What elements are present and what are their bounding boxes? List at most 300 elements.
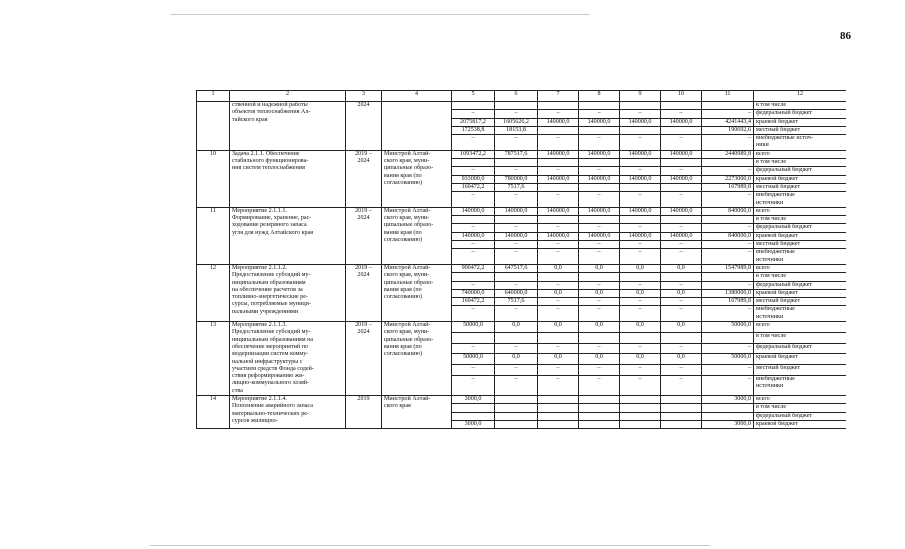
funding-source-cell: внебюджетные источники (754, 375, 847, 395)
amount-cell: – (452, 343, 495, 354)
amount-cell (702, 102, 754, 110)
amount-cell: – (661, 167, 702, 175)
funding-source-cell: федеральный бюджет (754, 412, 847, 420)
amount-cell: 160472,2 (452, 183, 495, 191)
row-number-cell: 13 (197, 322, 230, 396)
amount-cell: 140000,0 (661, 207, 702, 215)
amount-cell (661, 273, 702, 281)
amount-cell (538, 126, 579, 134)
amount-cell (620, 159, 661, 167)
amount-cell: – (495, 110, 538, 118)
amount-cell (452, 216, 495, 224)
amount-cell: 0,0 (661, 289, 702, 297)
amount-cell (538, 273, 579, 281)
amount-cell (579, 404, 620, 412)
amount-cell (538, 332, 579, 343)
amount-cell: – (452, 167, 495, 175)
amount-cell: – (538, 224, 579, 232)
funding-source-cell: местный бюджет (754, 241, 847, 249)
amount-cell: 140000,0 (452, 207, 495, 215)
amount-cell: 0,0 (620, 354, 661, 365)
page-number: 86 (840, 30, 851, 42)
amount-cell: – (702, 192, 754, 208)
amount-cell: 0,0 (538, 322, 579, 333)
amount-cell: – (620, 192, 661, 208)
amount-cell: – (579, 375, 620, 395)
amount-cell: 140000,0 (538, 232, 579, 240)
funding-source-cell: в том числе (754, 332, 847, 343)
amount-cell: – (495, 249, 538, 265)
amount-cell: – (620, 241, 661, 249)
amount-cell: – (661, 192, 702, 208)
amount-cell (452, 332, 495, 343)
amount-cell: 140000,0 (579, 118, 620, 126)
amount-cell: – (452, 192, 495, 208)
amount-cell: 787517,6 (495, 150, 538, 158)
amount-cell: – (702, 365, 754, 376)
amount-cell: – (538, 135, 579, 151)
amount-cell (661, 332, 702, 343)
amount-cell: – (452, 224, 495, 232)
row-number-cell: 12 (197, 264, 230, 321)
amount-cell: 172538,8 (452, 126, 495, 134)
amount-cell: – (495, 135, 538, 151)
funding-source-cell: всего (754, 264, 847, 272)
amount-cell: – (579, 281, 620, 289)
amount-cell (579, 332, 620, 343)
amount-cell: – (702, 306, 754, 322)
funding-source-cell: всего (754, 207, 847, 215)
amount-cell (538, 216, 579, 224)
amount-cell: 7517,6 (495, 183, 538, 191)
amount-cell (661, 159, 702, 167)
amount-cell: – (702, 135, 754, 151)
amount-cell: – (452, 375, 495, 395)
amount-cell (661, 395, 702, 403)
table-row (197, 395, 847, 403)
amount-cell: – (579, 224, 620, 232)
amount-cell: – (620, 281, 661, 289)
amount-cell: 840000,0 (702, 232, 754, 240)
funding-source-cell: в том числе (754, 216, 847, 224)
amount-cell (620, 412, 661, 420)
table-row (197, 264, 847, 272)
amount-cell: 18153,8 (495, 126, 538, 134)
executor-cell: Минстрой Алтай- ского края, муни- ципальные образо- вания края (по согласованию) (382, 264, 452, 321)
funding-source-cell: федеральный бюджет (754, 281, 847, 289)
header-cell: 10 (661, 91, 702, 102)
period-cell: 2019 – 2024 (346, 150, 382, 207)
header-cell: 9 (620, 91, 661, 102)
amount-cell (579, 126, 620, 134)
row-number-cell: 14 (197, 395, 230, 428)
amount-cell: 900472,2 (452, 264, 495, 272)
amount-cell: – (661, 298, 702, 306)
amount-cell (620, 420, 661, 428)
amount-cell: 140000,0 (538, 150, 579, 158)
funding-source-cell: внебюджетные источники (754, 249, 847, 265)
amount-cell (620, 395, 661, 403)
row-number-cell: 10 (197, 150, 230, 207)
amount-cell (495, 273, 538, 281)
amount-cell (495, 404, 538, 412)
amount-cell (620, 216, 661, 224)
header-cell: 2 (230, 91, 346, 102)
amount-cell (495, 159, 538, 167)
amount-cell: 140000,0 (661, 118, 702, 126)
amount-cell: – (702, 249, 754, 265)
funding-source-cell: федеральный бюджет (754, 167, 847, 175)
activity-name-cell: Мероприятие 2.1.1.2. Предоставление субсидий му- ниципальным образованиям на обеспечение расчетов за топливно-энергетические ре- сурсы, потребляемые муници- пальными учреждениями (230, 264, 346, 321)
amount-cell: – (702, 241, 754, 249)
amount-cell: – (620, 306, 661, 322)
amount-cell: – (495, 343, 538, 354)
amount-cell: 0,0 (495, 354, 538, 365)
amount-cell: – (452, 249, 495, 265)
amount-cell: – (538, 110, 579, 118)
amount-cell: 1605626,2 (495, 118, 538, 126)
executor-cell: Минстрой Алтай- ского края (382, 395, 452, 428)
amount-cell: 0,0 (538, 289, 579, 297)
period-cell: 2024 (346, 102, 382, 151)
amount-cell: – (702, 224, 754, 232)
funding-source-cell: местный бюджет (754, 298, 847, 306)
amount-cell: 640000,0 (495, 289, 538, 297)
funding-source-cell: местный бюджет (754, 126, 847, 134)
amount-cell: 1547989,8 (702, 264, 754, 272)
amount-cell: 140000,0 (538, 118, 579, 126)
funding-source-cell: местный бюджет (754, 365, 847, 376)
amount-cell: 933000,0 (452, 175, 495, 183)
amount-cell: 0,0 (579, 354, 620, 365)
amount-cell: – (661, 135, 702, 151)
amount-cell: 140000,0 (620, 207, 661, 215)
amount-cell: 140000,0 (579, 175, 620, 183)
amount-cell: 0,0 (579, 289, 620, 297)
executor-cell: Минстрой Алтай- ского края, муни- ципальные образо- вания края (по согласованию) (382, 207, 452, 264)
funding-source-cell: федеральный бюджет (754, 110, 847, 118)
amount-cell: – (661, 281, 702, 289)
amount-cell: – (538, 298, 579, 306)
amount-cell (702, 159, 754, 167)
amount-cell (620, 404, 661, 412)
executor-cell: Минстрой Алтай- ского края, муни- ципальные образо- вания края (по согласованию) (382, 322, 452, 396)
amount-cell: – (579, 306, 620, 322)
amount-cell: 7517,6 (495, 298, 538, 306)
header-row (197, 91, 847, 102)
amount-cell: 140000,0 (661, 232, 702, 240)
amount-cell (495, 395, 538, 403)
budget-table-wrapper (196, 90, 846, 494)
amount-cell (661, 412, 702, 420)
amount-cell (538, 102, 579, 110)
table-row (197, 207, 847, 215)
amount-cell (579, 216, 620, 224)
amount-cell: 140000,0 (538, 207, 579, 215)
amount-cell: 740000,0 (452, 289, 495, 297)
amount-cell: 140000,0 (661, 150, 702, 158)
amount-cell: – (495, 306, 538, 322)
amount-cell: 647517,6 (495, 264, 538, 272)
amount-cell: – (538, 365, 579, 376)
amount-cell: 50000,0 (702, 322, 754, 333)
amount-cell: – (702, 167, 754, 175)
amount-cell: – (579, 110, 620, 118)
amount-cell: 2440989,8 (702, 150, 754, 158)
amount-cell (661, 183, 702, 191)
amount-cell (538, 420, 579, 428)
amount-cell: – (661, 365, 702, 376)
amount-cell (452, 412, 495, 420)
funding-source-cell: краевой бюджет (754, 420, 847, 428)
amount-cell (452, 404, 495, 412)
amount-cell: – (452, 135, 495, 151)
amount-cell: 0,0 (620, 264, 661, 272)
amount-cell (661, 420, 702, 428)
amount-cell: – (538, 192, 579, 208)
row-number-cell (197, 102, 230, 151)
amount-cell (579, 273, 620, 281)
amount-cell: – (620, 365, 661, 376)
amount-cell (495, 216, 538, 224)
amount-cell: 3000,0 (702, 395, 754, 403)
amount-cell: – (495, 375, 538, 395)
header-cell: 5 (452, 91, 495, 102)
amount-cell (579, 420, 620, 428)
table-row (197, 102, 847, 110)
amount-cell: 140000,0 (620, 150, 661, 158)
amount-cell: 3000,0 (452, 420, 495, 428)
amount-cell (538, 395, 579, 403)
amount-cell (538, 183, 579, 191)
amount-cell: – (452, 281, 495, 289)
amount-cell (702, 273, 754, 281)
amount-cell (620, 126, 661, 134)
amount-cell (495, 102, 538, 110)
funding-source-cell: в том числе (754, 273, 847, 281)
amount-cell (702, 332, 754, 343)
amount-cell (620, 332, 661, 343)
amount-cell: 140000,0 (579, 207, 620, 215)
amount-cell: – (579, 365, 620, 376)
amount-cell: – (620, 375, 661, 395)
amount-cell: 167989,8 (702, 183, 754, 191)
amount-cell: – (702, 110, 754, 118)
amount-cell: 140000,0 (620, 232, 661, 240)
funding-source-cell: федеральный бюджет (754, 343, 847, 354)
amount-cell: – (452, 365, 495, 376)
amount-cell (620, 273, 661, 281)
amount-cell: 3000,0 (452, 395, 495, 403)
header-cell: 8 (579, 91, 620, 102)
amount-cell: – (538, 375, 579, 395)
amount-cell: 0,0 (661, 264, 702, 272)
amount-cell: – (661, 375, 702, 395)
funding-source-cell: федеральный бюджет (754, 224, 847, 232)
amount-cell (661, 216, 702, 224)
amount-cell: 780000,0 (495, 175, 538, 183)
amount-cell (579, 395, 620, 403)
amount-cell (452, 159, 495, 167)
amount-cell (495, 332, 538, 343)
funding-source-cell: внебюджетные источники (754, 306, 847, 322)
amount-cell (452, 273, 495, 281)
amount-cell: 4241443,4 (702, 118, 754, 126)
amount-cell: 2273000,0 (702, 175, 754, 183)
amount-cell (538, 404, 579, 412)
amount-cell: – (452, 306, 495, 322)
amount-cell: 1380000,0 (702, 289, 754, 297)
header-cell: 1 (197, 91, 230, 102)
amount-cell: 190692,6 (702, 126, 754, 134)
amount-cell: – (620, 110, 661, 118)
funding-source-cell: внебюджетные источники (754, 192, 847, 208)
amount-cell: – (702, 281, 754, 289)
amount-cell: 140000,0 (538, 175, 579, 183)
amount-cell: 0,0 (661, 354, 702, 365)
executor-cell: Минстрой Алтай- ского края, муни- ципальные образо- вания края (по согласованию) (382, 150, 452, 207)
amount-cell: 140000,0 (495, 232, 538, 240)
header-cell: 11 (702, 91, 754, 102)
amount-cell: – (661, 306, 702, 322)
amount-cell: 140000,0 (495, 207, 538, 215)
amount-cell: – (538, 306, 579, 322)
amount-cell (620, 102, 661, 110)
amount-cell: 0,0 (538, 354, 579, 365)
amount-cell (538, 159, 579, 167)
amount-cell: – (579, 192, 620, 208)
amount-cell: 140000,0 (579, 232, 620, 240)
amount-cell (661, 404, 702, 412)
period-cell: 2019 – 2024 (346, 322, 382, 396)
amount-cell: – (579, 135, 620, 151)
amount-cell: 0,0 (579, 264, 620, 272)
amount-cell: – (538, 167, 579, 175)
amount-cell (579, 159, 620, 167)
amount-cell: 167989,8 (702, 298, 754, 306)
amount-cell: – (661, 241, 702, 249)
amount-cell: – (620, 343, 661, 354)
amount-cell: 0,0 (620, 322, 661, 333)
period-cell: 2019 – 2024 (346, 264, 382, 321)
activity-name-cell: ственной и надежной работы объектов теплоснабжения Ал- тайского края (230, 102, 346, 151)
amount-cell: 140000,0 (620, 175, 661, 183)
amount-cell: – (495, 224, 538, 232)
amount-cell: – (579, 167, 620, 175)
amount-cell: – (579, 298, 620, 306)
period-cell: 2019 (346, 395, 382, 428)
header-cell: 6 (495, 91, 538, 102)
amount-cell: 50000,0 (702, 354, 754, 365)
amount-cell: 840000,0 (702, 207, 754, 215)
amount-cell: – (579, 241, 620, 249)
funding-source-cell: краевой бюджет (754, 118, 847, 126)
period-cell: 2019 – 2024 (346, 207, 382, 264)
amount-cell (579, 412, 620, 420)
table-row (197, 322, 847, 333)
amount-cell: – (538, 281, 579, 289)
amount-cell: – (495, 167, 538, 175)
amount-cell: – (620, 135, 661, 151)
amount-cell: – (495, 241, 538, 249)
amount-cell: – (702, 343, 754, 354)
amount-cell: 0,0 (579, 322, 620, 333)
amount-cell (538, 412, 579, 420)
amount-cell (661, 126, 702, 134)
amount-cell (495, 420, 538, 428)
scan-edge-top (170, 14, 590, 15)
funding-source-cell: краевой бюджет (754, 289, 847, 297)
amount-cell: – (538, 241, 579, 249)
amount-cell (702, 216, 754, 224)
amount-cell: 0,0 (495, 322, 538, 333)
amount-cell (579, 183, 620, 191)
amount-cell: 50000,0 (452, 322, 495, 333)
amount-cell: 0,0 (538, 264, 579, 272)
amount-cell: – (495, 365, 538, 376)
amount-cell: – (661, 249, 702, 265)
amount-cell: – (495, 192, 538, 208)
amount-cell (702, 404, 754, 412)
funding-source-cell: в том числе (754, 404, 847, 412)
funding-source-cell: краевой бюджет (754, 354, 847, 365)
funding-source-cell: местный бюджет (754, 183, 847, 191)
header-cell: 3 (346, 91, 382, 102)
funding-source-cell: краевой бюджет (754, 175, 847, 183)
funding-source-cell: всего (754, 150, 847, 158)
funding-source-cell: внебюджетные источ- ники (754, 135, 847, 151)
funding-source-cell: в том числе (754, 159, 847, 167)
amount-cell: 2075817,2 (452, 118, 495, 126)
amount-cell: – (620, 298, 661, 306)
amount-cell (495, 412, 538, 420)
header-cell: 4 (382, 91, 452, 102)
amount-cell: – (452, 110, 495, 118)
amount-cell: – (620, 224, 661, 232)
amount-cell: – (620, 167, 661, 175)
amount-cell: 0,0 (620, 289, 661, 297)
amount-cell: – (538, 249, 579, 265)
amount-cell (661, 102, 702, 110)
amount-cell: 160472,2 (452, 298, 495, 306)
activity-name-cell: Задача 2.1.1. Обеспечение стабильного функционирова- ния систем теплоснабжения (230, 150, 346, 207)
table-row (197, 150, 847, 158)
amount-cell (702, 412, 754, 420)
amount-cell: 50000,0 (452, 354, 495, 365)
amount-cell: 3000,0 (702, 420, 754, 428)
amount-cell: – (452, 241, 495, 249)
amount-cell: 140000,0 (661, 175, 702, 183)
amount-cell: – (579, 249, 620, 265)
activity-name-cell: Мероприятие 2.1.1.3. Предоставление субсидий му- ниципальным образованиям на обеспечение мероприятий по модернизации систем комму- нальной инфраструктуры с участием средств Фонда содей- ствия реформированию жи- лищно-коммунального хозяй- ства (230, 322, 346, 396)
header-cell: 7 (538, 91, 579, 102)
amount-cell: – (661, 110, 702, 118)
amount-cell: 140000,0 (452, 232, 495, 240)
amount-cell: 140000,0 (620, 118, 661, 126)
activity-name-cell: Мероприятие 2.1.1.4. Пополнение аварийного запаса материально-технических ре- сурсов жилищно- (230, 395, 346, 428)
scan-edge-bottom (150, 545, 710, 546)
amount-cell: 1093472,2 (452, 150, 495, 158)
funding-source-cell: всего (754, 322, 847, 333)
amount-cell: – (538, 343, 579, 354)
amount-cell (452, 102, 495, 110)
amount-cell (620, 183, 661, 191)
row-number-cell: 11 (197, 207, 230, 264)
funding-source-cell: в том числе (754, 102, 847, 110)
amount-cell: – (661, 224, 702, 232)
budget-table (196, 90, 846, 429)
header-cell: 12 (754, 91, 847, 102)
